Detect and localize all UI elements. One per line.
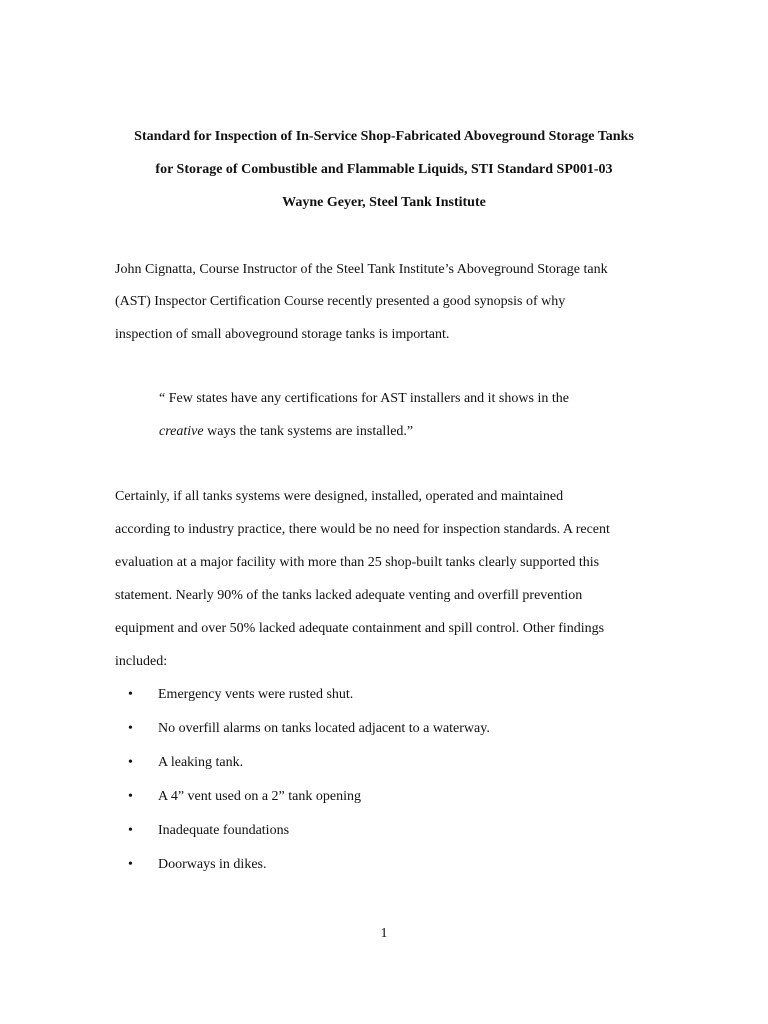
bullet-icon: • bbox=[128, 789, 133, 804]
quote-line-1: “ Few states have any certifications for AST installers and it shows in the bbox=[159, 391, 569, 406]
bullet-icon: • bbox=[128, 823, 133, 838]
body-line-1: Certainly, if all tanks systems were designed, installed, operated and maintained bbox=[115, 489, 564, 504]
quote-line-2-rest: ways the tank systems are installed.” bbox=[203, 424, 414, 439]
quote-line-2 bbox=[159, 423, 413, 441]
body-line-4: statement. Nearly 90% of the tanks lacked adequate venting and overfill prevention bbox=[115, 588, 583, 603]
intro-line-3: inspection of small aboveground storage tanks is important. bbox=[115, 327, 450, 342]
page-number: 1 bbox=[380, 926, 388, 941]
body-line-3: evaluation at a major facility with more than 25 shop-built tanks clearly supported this bbox=[115, 555, 600, 570]
body-line-2: according to industry practice, there would be no need for inspection standards. A recent bbox=[115, 522, 610, 537]
bullet-item bbox=[128, 856, 267, 874]
bullet-text: Doorways in dikes. bbox=[158, 857, 267, 872]
document-title-line-1: Standard for Inspection of In-Service Shop-Fabricated Aboveground Storage Tanks bbox=[134, 129, 634, 144]
bullet-icon: • bbox=[128, 687, 133, 702]
bullet-text: A leaking tank. bbox=[158, 755, 244, 770]
intro-line-1: John Cignatta, Course Instructor of the Steel Tank Institute’s Aboveground Storage tank bbox=[115, 262, 608, 277]
bullet-text: Emergency vents were rusted shut. bbox=[158, 687, 354, 702]
bullet-icon: • bbox=[128, 857, 133, 872]
bullet-item bbox=[128, 686, 353, 704]
bullet-icon: • bbox=[128, 721, 133, 736]
bullet-text: Inadequate foundations bbox=[158, 823, 290, 838]
bullet-item bbox=[128, 754, 243, 772]
intro-line-2: (AST) Inspector Certification Course recently presented a good synopsis of why bbox=[115, 294, 566, 309]
bullet-item bbox=[128, 822, 289, 840]
bullet-icon: • bbox=[128, 755, 133, 770]
bullet-text: No overfill alarms on tanks located adjacent to a waterway. bbox=[158, 721, 490, 736]
document-author-line: Wayne Geyer, Steel Tank Institute bbox=[282, 195, 486, 210]
bullet-item bbox=[128, 720, 490, 738]
bullet-text: A 4” vent used on a 2” tank opening bbox=[158, 789, 361, 804]
body-line-6: included: bbox=[115, 654, 168, 669]
quote-emphasis: creative bbox=[159, 424, 204, 439]
body-line-5: equipment and over 50% lacked adequate containment and spill control. Other findings bbox=[115, 621, 605, 636]
bullet-item bbox=[128, 788, 361, 806]
document-title-line-2: for Storage of Combustible and Flammable Liquids, STI Standard SP001-03 bbox=[155, 162, 613, 177]
